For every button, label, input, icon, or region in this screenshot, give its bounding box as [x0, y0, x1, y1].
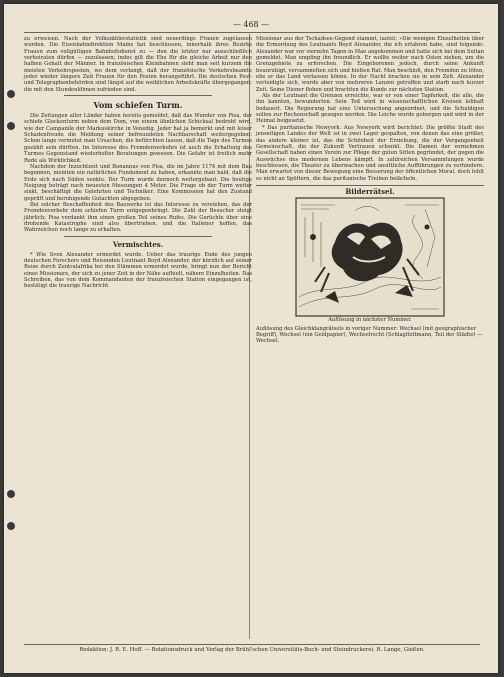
- article-paragraph: * Wie Sven Alexander ermordet wurde. Ueber das traurige Ende des jungen deutschen Forschers und Reisenden Leutnant Boyd Alexander, der kürzlich auf seiner Reise durch Zentralafrika bei den Stämmen ermordet wurde, bringt nun der Bericht eines Missionars, der sich zu jener Zeit in der Nähe aufhielt, nähere Einzelheiten. Das Schreiben, das von dem Kommandanten der französischen Station eingegangen ist, bestätigt die traurige Nachricht.: [24, 251, 252, 290]
- article-paragraph: Bei solcher Beschaffenheit des Bauwerks ist das Interesse zu verstehen, das der Fremdenverkehr dem schiefen Turm entgegenbringt. Die Zahl der Besucher steigt jährlich; Pisa verdankt ihm einen großen Teil seines Rufes. Die Gerüchte über eine drohende Katastrophe sind also übertrieben, und die Italiener hoffen, das Wahrzeichen noch lange zu erhalten.: [24, 201, 252, 234]
- puzzle-caption: Auflösung in nächster Nummer.: [328, 317, 412, 324]
- article-paragraph: Als der Leutnant die Grenzen erreichte, war er von einer Tapferkeit, die alle, die ihn kannten, bewunderten. Sein Tod wird in wissenschaftlichen Kreisen lebhaft bedauert. Die Regierung hat eine Untersuchung angeordnet, und die Schuldigen sollen zur Rechenschaft gezogen werden. Die Leiche wurde geborgen und wird in der Heimat beigesetzt.: [256, 93, 484, 125]
- newspaper-page: [4, 4, 498, 673]
- binding-hole: [7, 122, 15, 130]
- section-rule: [64, 95, 212, 96]
- article-paragraph: zu erweisen. Nach der Volkszählerstatistik sind neuerdings Frauen zugelassen worden. Die Eisenbahndirektion Mainz hat beschlossen, innerhalb ihres Bezirks Frauen zum vollgültigen Bahnhofsdienst zu — den die letzter nur ausschließlich verheiraten dürfen — zuzulassen; indes gilt die Ehe für die gleiche Arbeit nur den halben Gehalt der Männer. In französischen Kleinbahnen sieht man seit kurzem die meisten Verkehrsposten, wo dem verlangt, daß der französische Verkehrsbeamte jeder wieder längere Zeit Frauen für den Posten herangeführt. Die deutschen Post- und Telegraphenbehörden sind längst auf die weiblichen Arbeitskräfte übergegangen; die mit den Stundenlöhnen zufrieden sind.: [24, 36, 252, 93]
- section-heading: Vermischtes.: [112, 239, 164, 249]
- article-paragraph: Nachdem der Inzuchtzeit und Bonannus von Pisa, die im Jahre 1174 mit dem Bau begonnen, meinten ein natürliches Fundament zu haben, erkannte man bald, daß die Erde sich nach Süden senkte. Der Turm wurde dennoch weitergebaut. Die heutige Neigung beträgt nach neuesten Messungen 4 Meter. Die Frage ob der Turm weiter sinkt, beschäftigt die Gelehrten und Techniker. Eine Kommission hat den Zustand geprüft und beruhigende Gutachten abgegeben.: [24, 163, 252, 202]
- right-column: [256, 36, 484, 344]
- binding-hole: [7, 522, 15, 530]
- binding-holes: [4, 4, 18, 673]
- imprint-footer: Redaktion: J. R. E. Hoff. — Rotationsdruck und Verlag der Brühl'schen Universitäts-Buch- und Steindruckerei, R. Lange, Gießen.: [79, 647, 425, 653]
- section-rule: [256, 185, 484, 186]
- article-paragraph: * Das puritanische Newyork. Aus Newyork wird berichtet: Die größte Stadt des jenseitigen Landes der Welt ist in zwei Lager gespalten, von denen das eine größer, das andere kleiner ist, das die Schönheit der Erziehung, die der Vergangenheit Gemeinschaft, die der Zukunft Vertrauen schenkt. Die Damen der vornehmen Gesellschaft haben einen Verein zur Pflege der guten Sitten gegründet, der gegen die Auswüchse des modernen Lebens kämpft. In zahlreichen Versammlungen wurde beschlossen, die Theater zu überwachen und unsittliche Aufführungen zu verhindern. Man erwartet von dieser Bewegung eine Besserung der öffentlichen Moral, doch fehlt es nicht an Spöttern, die das puritanische Treiben belächeln.: [256, 124, 484, 182]
- article-paragraph: Missionar aus der Tschadsee-Gegend stammt, lautet: »Die wenigen Einzelheiten über die Ermordung des Leutnants Boyd Alexander, die ich erfahren habe, sind folgende: Alexander war vor vierzehn Tagen in Mao angekommen und hatte sich bei dem Sultan gemeldet. Man empfing ihn freundlich. Er wollte weiter nach Osten ziehen, um die Grenzgebiete zu erforschen. Die Eingeborenen jedoch, durch seine Ankunft beunruhigt, versammelten sich und hielten Rat. Man beschloß, den Fremden zu töten, ehe er das Land verlassen könne. In der Nacht brachen sie in sein Zelt. Alexander verteidigte sich, wurde aber von mehreren Lanzen getroffen und starb nach kurzer Zeit. Seine Diener flohen und brachten die Kunde zur nächsten Station.: [256, 36, 484, 93]
- binding-hole: [7, 490, 15, 498]
- puzzle-title: Bilderrätsel.: [345, 186, 395, 196]
- puzzle-illustration: [295, 197, 445, 317]
- footer-rule: [24, 644, 480, 645]
- left-column: [24, 36, 252, 290]
- section-rule: [64, 236, 212, 237]
- article-paragraph: Die Zeitungen aller Länder haben bereits gemeldet, daß das Wunder von Pisa, der schiefe Glockenturm neben dem Dom, von einem ähnlichen Schicksal bedroht wird, wie der Campanile der Markuskirche in Venedig. Jeder hat ja bemerkt und mit leiser Schadenfreude die Meldung seiner befreundeten Nachbarschaft weitergegeben: Schon lange vermutet man Ursachen, die befürchten lassen, daß die Tage des Turmes gezählt sein dürften. Im Interesse des Fremdenverkehrs ist auch die Erhaltung des Turmes Gegenstand wiederholter Beratungen gewesen. Die Gefahr ist freilich mehr Rede als Wirklichkeit.: [24, 113, 252, 164]
- binding-hole: [7, 90, 15, 98]
- header-rule: [24, 32, 480, 33]
- puzzle-solution: Auflösung des Gleichklangrätsels in voriger Nummer: Wechsel (mit geographischer Begriff), Wechsel (ein Geldpapier), Wechselrecht (Schlagflottmann, Teil der Städte) — Wechsel.: [256, 325, 483, 345]
- picture-puzzle: [295, 186, 445, 324]
- page-number: — 468 —: [232, 20, 270, 29]
- article-heading: Vom schiefen Turm.: [93, 100, 183, 111]
